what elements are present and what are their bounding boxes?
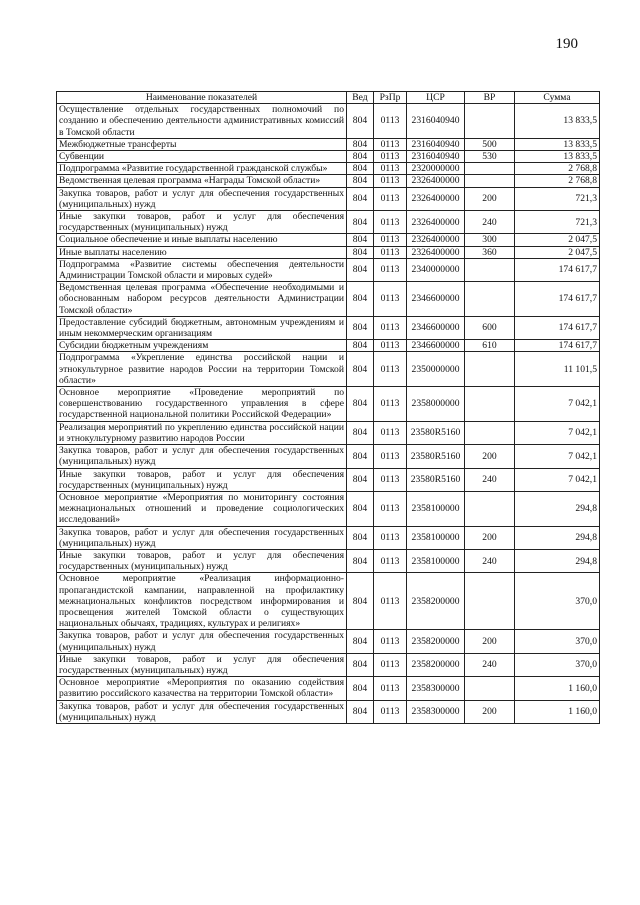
row-csr: 2316040940 <box>407 138 465 150</box>
row-rzpr: 0113 <box>374 151 407 163</box>
row-ved: 804 <box>347 282 374 317</box>
row-name: Основное мероприятие «Реализация информационно-пропагандистской кампании, направленной на профилактику межнациональных конфликтов посредством информирования и просвещения жителей Томской области о существующих национальных обычаях, традициях, культурах и религиях» <box>57 573 347 630</box>
row-sum: 13 833,5 <box>515 138 600 150</box>
table-row <box>57 187 600 210</box>
row-ved: 804 <box>347 163 374 175</box>
row-csr: 2358100000 <box>407 526 465 549</box>
row-ved: 804 <box>347 211 374 234</box>
row-vr: 240 <box>465 211 515 234</box>
table-row <box>57 104 600 139</box>
row-vr: 240 <box>465 549 515 572</box>
page-number: 190 <box>555 36 578 52</box>
row-vr: 200 <box>465 445 515 468</box>
table-row <box>57 573 600 630</box>
row-ved: 804 <box>347 491 374 526</box>
row-rzpr: 0113 <box>374 445 407 468</box>
row-csr: 2358000000 <box>407 387 465 422</box>
row-name: Реализация мероприятий по укреплению единства российской нации и этнокультурному развитию народов России <box>57 421 347 444</box>
table-row <box>57 630 600 653</box>
row-sum: 370,0 <box>515 653 600 676</box>
table-row <box>57 653 600 676</box>
row-sum: 1 160,0 <box>515 700 600 723</box>
row-csr: 2346600000 <box>407 340 465 352</box>
row-name: Социальное обеспечение и иные выплаты населению <box>57 234 347 246</box>
row-ved: 804 <box>347 175 374 187</box>
row-sum: 11 101,5 <box>515 352 600 387</box>
table-header-row <box>57 92 600 104</box>
table-row <box>57 445 600 468</box>
table-row <box>57 246 600 258</box>
row-name: Подпрограмма «Развитие государственной гражданской службы» <box>57 163 347 175</box>
row-name: Закупка товаров, работ и услуг для обеспечения государственных (муниципальных) нужд <box>57 445 347 468</box>
row-sum: 174 617,7 <box>515 258 600 281</box>
row-ved: 804 <box>347 340 374 352</box>
row-csr: 2326400000 <box>407 175 465 187</box>
row-sum: 13 833,5 <box>515 151 600 163</box>
table-row <box>57 352 600 387</box>
row-vr: 240 <box>465 653 515 676</box>
row-ved: 804 <box>347 187 374 210</box>
row-vr: 360 <box>465 246 515 258</box>
row-vr <box>465 258 515 281</box>
table-row <box>57 175 600 187</box>
table-row <box>57 151 600 163</box>
row-csr: 2358300000 <box>407 677 465 700</box>
row-vr: 610 <box>465 340 515 352</box>
row-sum: 1 160,0 <box>515 677 600 700</box>
row-csr: 2346600000 <box>407 282 465 317</box>
row-sum: 2 768,8 <box>515 163 600 175</box>
row-rzpr: 0113 <box>374 700 407 723</box>
row-name: Иные выплаты населению <box>57 246 347 258</box>
row-csr: 2316040940 <box>407 151 465 163</box>
row-vr <box>465 387 515 422</box>
row-sum: 174 617,7 <box>515 282 600 317</box>
table-row <box>57 138 600 150</box>
row-ved: 804 <box>347 573 374 630</box>
row-csr: 2326400000 <box>407 234 465 246</box>
row-ved: 804 <box>347 630 374 653</box>
row-ved: 804 <box>347 258 374 281</box>
row-vr: 530 <box>465 151 515 163</box>
table-row <box>57 234 600 246</box>
table-row <box>57 387 600 422</box>
row-vr: 200 <box>465 187 515 210</box>
table-row <box>57 421 600 444</box>
row-name: Межбюджетные трансферты <box>57 138 347 150</box>
row-vr <box>465 104 515 139</box>
row-name: Подпрограмма «Развитие системы обеспечения деятельности Администрации Томской области и мировых судей» <box>57 258 347 281</box>
row-csr: 2358100000 <box>407 491 465 526</box>
row-vr <box>465 677 515 700</box>
row-sum: 174 617,7 <box>515 340 600 352</box>
row-name: Иные закупки товаров, работ и услуг для обеспечения государственных (муниципальных) нужд <box>57 549 347 572</box>
row-rzpr: 0113 <box>374 258 407 281</box>
row-vr: 240 <box>465 468 515 491</box>
row-vr: 200 <box>465 630 515 653</box>
row-csr: 2358200000 <box>407 630 465 653</box>
row-name: Осуществление отдельных государственных полномочий по созданию и обеспечению деятельности административных комиссий в Томской области <box>57 104 347 139</box>
header-vr: ВР <box>465 92 515 104</box>
row-rzpr: 0113 <box>374 187 407 210</box>
row-rzpr: 0113 <box>374 316 407 339</box>
row-rzpr: 0113 <box>374 234 407 246</box>
row-csr: 2350000000 <box>407 352 465 387</box>
row-name: Закупка товаров, работ и услуг для обеспечения государственных (муниципальных) нужд <box>57 700 347 723</box>
row-ved: 804 <box>347 104 374 139</box>
row-name: Подпрограмма «Укрепление единства российской нации и этнокультурное развитие народов России на территории Томской области» <box>57 352 347 387</box>
row-name: Основное мероприятие «Мероприятия по мониторингу состояния межнациональных отношений и проведение социологических исследований» <box>57 491 347 526</box>
row-sum: 721,3 <box>515 187 600 210</box>
row-sum: 294,8 <box>515 549 600 572</box>
row-name: Иные закупки товаров, работ и услуг для обеспечения государственных (муниципальных) нужд <box>57 653 347 676</box>
row-rzpr: 0113 <box>374 175 407 187</box>
row-sum: 174 617,7 <box>515 316 600 339</box>
row-ved: 804 <box>347 468 374 491</box>
row-rzpr: 0113 <box>374 211 407 234</box>
row-name: Основное мероприятие «Мероприятия по оказанию содействия развитию российского казачества на территории Томской области» <box>57 677 347 700</box>
row-sum: 2 768,8 <box>515 175 600 187</box>
table-body <box>57 104 600 724</box>
header-name: Наименование показателей <box>57 92 347 104</box>
table-row <box>57 163 600 175</box>
row-vr <box>465 573 515 630</box>
row-csr: 23580R5160 <box>407 468 465 491</box>
row-vr <box>465 175 515 187</box>
table-row <box>57 491 600 526</box>
row-ved: 804 <box>347 700 374 723</box>
row-ved: 804 <box>347 387 374 422</box>
row-name: Иные закупки товаров, работ и услуг для обеспечения государственных (муниципальных) нужд <box>57 468 347 491</box>
row-ved: 804 <box>347 138 374 150</box>
row-name: Закупка товаров, работ и услуг для обеспечения государственных (муниципальных) нужд <box>57 526 347 549</box>
row-ved: 804 <box>347 421 374 444</box>
row-vr: 600 <box>465 316 515 339</box>
row-csr: 2326400000 <box>407 246 465 258</box>
row-csr: 2358200000 <box>407 653 465 676</box>
row-name: Закупка товаров, работ и услуг для обеспечения государственных (муниципальных) нужд <box>57 187 347 210</box>
row-csr: 2320000000 <box>407 163 465 175</box>
row-rzpr: 0113 <box>374 630 407 653</box>
row-csr: 2326400000 <box>407 187 465 210</box>
row-csr: 23580R5160 <box>407 421 465 444</box>
row-csr: 23580R5160 <box>407 445 465 468</box>
row-name: Закупка товаров, работ и услуг для обеспечения государственных (муниципальных) нужд <box>57 630 347 653</box>
row-rzpr: 0113 <box>374 352 407 387</box>
row-csr: 2340000000 <box>407 258 465 281</box>
row-vr <box>465 491 515 526</box>
row-vr <box>465 163 515 175</box>
row-sum: 2 047,5 <box>515 234 600 246</box>
row-ved: 804 <box>347 549 374 572</box>
row-vr: 500 <box>465 138 515 150</box>
row-ved: 804 <box>347 653 374 676</box>
row-ved: 804 <box>347 316 374 339</box>
row-rzpr: 0113 <box>374 653 407 676</box>
table-row <box>57 468 600 491</box>
row-rzpr: 0113 <box>374 677 407 700</box>
table-row <box>57 316 600 339</box>
row-sum: 7 042,1 <box>515 468 600 491</box>
table-row <box>57 340 600 352</box>
row-ved: 804 <box>347 151 374 163</box>
row-ved: 804 <box>347 526 374 549</box>
row-rzpr: 0113 <box>374 573 407 630</box>
row-rzpr: 0113 <box>374 163 407 175</box>
table-row <box>57 549 600 572</box>
row-sum: 294,8 <box>515 491 600 526</box>
row-rzpr: 0113 <box>374 549 407 572</box>
row-ved: 804 <box>347 234 374 246</box>
table-row <box>57 211 600 234</box>
row-csr: 2358200000 <box>407 573 465 630</box>
table-row <box>57 526 600 549</box>
table-row <box>57 282 600 317</box>
row-vr: 300 <box>465 234 515 246</box>
row-vr: 200 <box>465 700 515 723</box>
header-csr: ЦСР <box>407 92 465 104</box>
row-csr: 2326400000 <box>407 211 465 234</box>
row-name: Ведомственная целевая программа «Обеспечение необходимыми и обоснованным набором ресурсов деятельности Администрации Томской области» <box>57 282 347 317</box>
header-sum: Сумма <box>515 92 600 104</box>
header-rzpr: РзПр <box>374 92 407 104</box>
row-sum: 13 833,5 <box>515 104 600 139</box>
row-rzpr: 0113 <box>374 491 407 526</box>
budget-table <box>56 91 600 724</box>
row-csr: 2358100000 <box>407 549 465 572</box>
row-rzpr: 0113 <box>374 468 407 491</box>
row-sum: 370,0 <box>515 573 600 630</box>
row-name: Субсидии бюджетным учреждениям <box>57 340 347 352</box>
row-rzpr: 0113 <box>374 421 407 444</box>
row-sum: 721,3 <box>515 211 600 234</box>
row-vr <box>465 282 515 317</box>
row-vr <box>465 352 515 387</box>
row-sum: 370,0 <box>515 630 600 653</box>
table-row <box>57 677 600 700</box>
row-rzpr: 0113 <box>374 246 407 258</box>
row-vr <box>465 421 515 444</box>
row-rzpr: 0113 <box>374 282 407 317</box>
header-ved: Вед <box>347 92 374 104</box>
row-rzpr: 0113 <box>374 526 407 549</box>
row-name: Основное мероприятие «Проведение мероприятий по совершенствованию государственного управления в сфере государственной национальной политики Российской Федерации» <box>57 387 347 422</box>
row-ved: 804 <box>347 677 374 700</box>
row-sum: 7 042,1 <box>515 387 600 422</box>
row-rzpr: 0113 <box>374 387 407 422</box>
row-csr: 2346600000 <box>407 316 465 339</box>
row-name: Субвенции <box>57 151 347 163</box>
row-vr: 200 <box>465 526 515 549</box>
row-name: Иные закупки товаров, работ и услуг для обеспечения государственных (муниципальных) нужд <box>57 211 347 234</box>
row-ved: 804 <box>347 445 374 468</box>
table-row <box>57 258 600 281</box>
row-csr: 2316040940 <box>407 104 465 139</box>
row-name: Ведомственная целевая программа «Награды Томской области» <box>57 175 347 187</box>
row-csr: 2358300000 <box>407 700 465 723</box>
row-sum: 7 042,1 <box>515 421 600 444</box>
row-rzpr: 0113 <box>374 104 407 139</box>
row-rzpr: 0113 <box>374 340 407 352</box>
row-name: Предоставление субсидий бюджетным, автономным учреждениям и иным некоммерческим организациям <box>57 316 347 339</box>
row-ved: 804 <box>347 246 374 258</box>
table-row <box>57 700 600 723</box>
row-sum: 7 042,1 <box>515 445 600 468</box>
row-sum: 294,8 <box>515 526 600 549</box>
row-rzpr: 0113 <box>374 138 407 150</box>
row-sum: 2 047,5 <box>515 246 600 258</box>
row-ved: 804 <box>347 352 374 387</box>
